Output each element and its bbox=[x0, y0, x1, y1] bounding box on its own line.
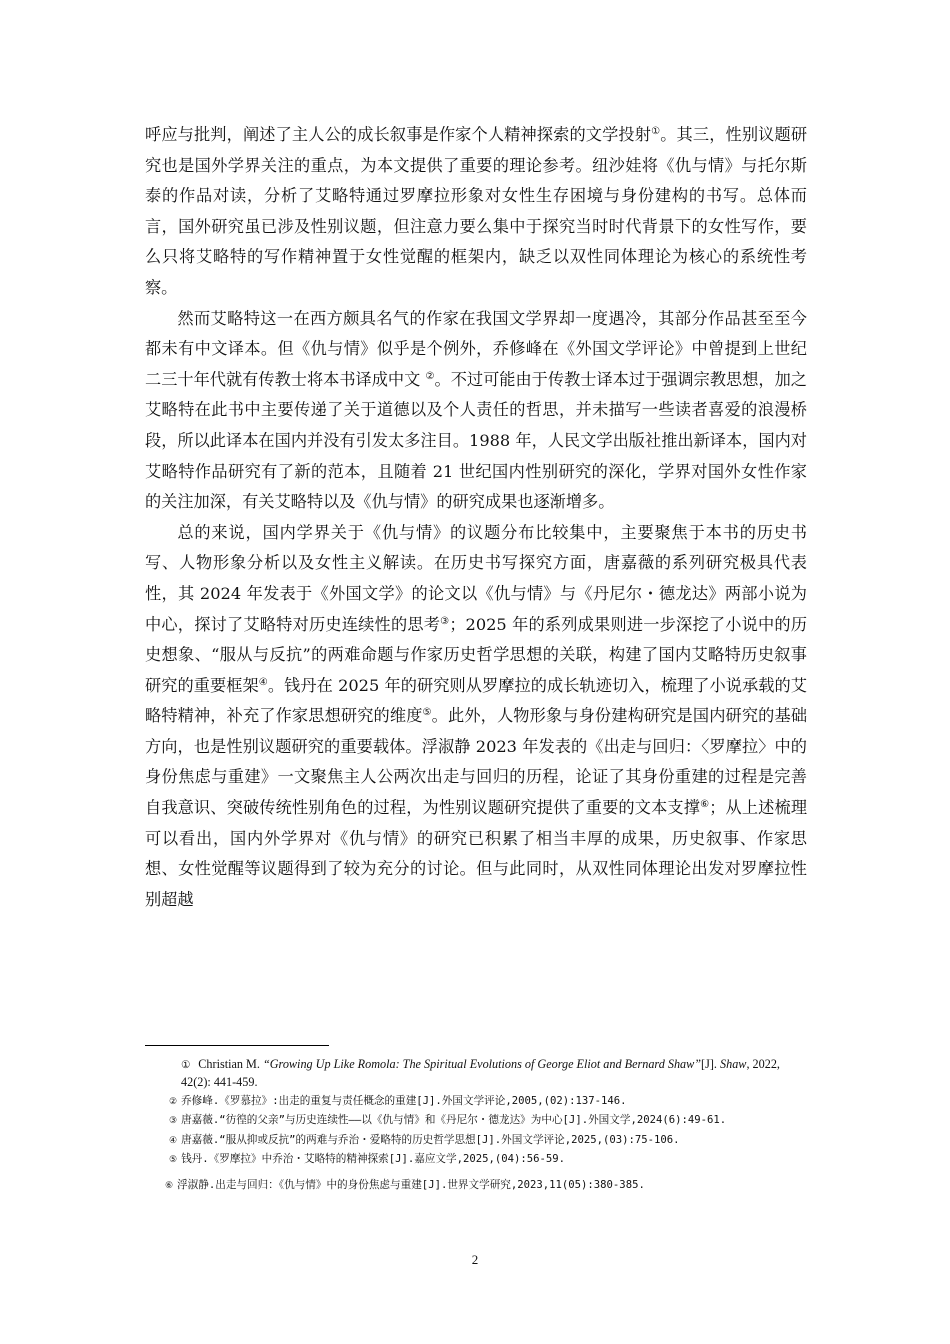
paragraph-text: ；2025 年的系列成果则进一步深挖了小说中的历史想象、“服从与反抗”的两难命题与作家历史哲学思想的关联，构建了国内艾略特历史叙事研究的重要框架 bbox=[145, 614, 808, 695]
paragraph bbox=[145, 304, 807, 518]
paragraph-text: 然而艾略特这一在西方颇具名气的作家在我国文学界却一度遇冷，其部分作品甚至至今都未有中文译本。但《仇与情》似乎是个例外，乔修峰在《外国文学评论》中曾提到上世纪二三十年代就有传教士将本书译成中文 bbox=[145, 308, 807, 389]
footnote-marker: ④ bbox=[169, 1135, 178, 1146]
footnote-reference: ② bbox=[425, 370, 435, 382]
footnote-2 bbox=[145, 1093, 807, 1111]
paragraph-text: 总的来说，国内学界关于《仇与情》的议题分布比较集中，主要聚焦于本书的历史书写、人物形象分析以及女性主义解读。在历史书写探究方面，唐嘉薇的系列研究极具代表性，其 2024 年发表于《外国文学》的论文以《仇与情》与《丹尼尔・德龙达》两部小说为中心，探讨了艾略特对历史连续性的思考 bbox=[145, 522, 807, 634]
paragraph-text: ；从上述梳理可以看出，国内外学界对《仇与情》的研究已积累了相当丰厚的成果，历史叙事、作家思想、女性觉醒等议题得到了较为充分的讨论。但与此同时，从双性同体理论出发对罗摩拉性别超越 bbox=[145, 798, 808, 909]
page-number: 2 bbox=[471, 1252, 479, 1267]
footnote-author: Christian M. bbox=[198, 1057, 263, 1071]
footnote-text: 唐嘉薇.“服从抑或反抗”的两难与乔治・爱略特的历史哲学思想[J].外国文学评论,2025,(03):75-106. bbox=[181, 1133, 680, 1146]
paragraph-text: 。不过可能由于传教士译本过于强调宗教思想，加之艾略特在此书中主要传递了关于道德以及个人责任的哲思，并未描写一些读者喜爱的浪漫桥段，所以此译本在国内并没有引发太多注目。1988 年，人民文学出版社推出新译本，国内对艾略特作品研究有了新的范本，且随着 21 世纪国内性别研究的深化，学界对国外女性作家的关注加深，有关艾略特以及《仇与情》的研究成果也逐渐增多。 bbox=[145, 369, 807, 512]
footnote-details: , 2022, 42(2): 441-459. bbox=[181, 1057, 780, 1090]
footnote-marker: ② bbox=[169, 1096, 178, 1107]
footnote-5 bbox=[145, 1151, 807, 1169]
paragraph-text: 。钱丹在 2025 年的研究则从罗摩拉的成长轨迹切入，梳理了小说承载的艾略特精神，补充了作家思想研究的维度 bbox=[145, 675, 807, 726]
paragraph bbox=[145, 518, 807, 916]
footnote-reference: ⑤ bbox=[422, 707, 432, 719]
footnote-marker: ⑥ bbox=[165, 1181, 174, 1192]
paragraph bbox=[145, 120, 807, 304]
paragraph-text: 呼应与批判，阐述了主人公的成长叙事是作家个人精神探索的文学投射 bbox=[145, 125, 652, 144]
footnote-3 bbox=[145, 1112, 807, 1130]
footnote-marker: ③ bbox=[169, 1116, 178, 1127]
footnote-title: “Growing Up Like Romola: The Spiritual Evolutions of George Eliot and Bernard Shaw” bbox=[262, 1057, 702, 1071]
footnotes bbox=[145, 1056, 807, 1197]
footnote-reference: ① bbox=[651, 125, 661, 137]
body-text bbox=[145, 120, 807, 915]
footnote-text: 浮淑静.出走与回归：《仇与情》中的身份焦虑与重建[J].世界文学研究,2023,11(05):380-385. bbox=[177, 1179, 645, 1192]
footnote-reference: ③ bbox=[440, 615, 450, 627]
footnote-journal: Shaw bbox=[720, 1057, 747, 1071]
paragraph-text: 。此外，人物形象与身份建构研究是国内研究的基础方向，也是性别议题研究的重要载体。浮淑静 2023 年发表的《出走与回归：〈罗摩拉〉中的身份焦虑与重建》一文聚焦主人公两次出走与回归的历程，论证了其身份重建的过程是完善自我意识、突破传统性别角色的过程，为性别议题研究提供了重要的文本支撑 bbox=[145, 706, 808, 818]
footnote-separator bbox=[145, 1045, 329, 1046]
footnote-text: 唐嘉薇.“彷徨的父亲”与历史连续性——以《仇与情》和《丹尼尔・德龙达》为中心[J].外国文学,2024(6):49-61. bbox=[181, 1114, 727, 1127]
footnote-text: 乔修峰.《罗慕拉》:出走的重复与责任概念的重建[J].外国文学评论,2005,(02):137-146. bbox=[181, 1094, 627, 1107]
footnote-reference: ⑥ bbox=[700, 799, 710, 811]
footnote-marker: ① bbox=[181, 1060, 191, 1071]
footnote-4 bbox=[145, 1132, 807, 1150]
paragraph-text: 。其三，性别议题研究也是国外学界关注的重点，为本文提供了重要的理论参考。纽沙娃将《仇与情》与托尔斯泰的作品对读，分析了艾略特通过罗摩拉形象对女性生存困境与身份建构的书写。总体而言，国外研究虽已涉及性别议题，但注意力要么集中于探究当时时代背景下的女性写作，要么只将艾略特的写作精神置于女性觉醒的框架内，缺乏以双性同体理论为核心的系统性考察。 bbox=[145, 125, 808, 297]
footnote-type: [J]. bbox=[701, 1057, 721, 1071]
footnote-marker: ⑤ bbox=[169, 1155, 178, 1166]
footnote-text: 钱丹.《罗摩拉》中乔治・艾略特的精神探索[J].嘉应文学,2025,(04):56-59. bbox=[181, 1153, 566, 1166]
footnote-6 bbox=[145, 1177, 807, 1195]
footnote-reference: ④ bbox=[258, 676, 268, 688]
footnote-1 bbox=[145, 1056, 807, 1092]
